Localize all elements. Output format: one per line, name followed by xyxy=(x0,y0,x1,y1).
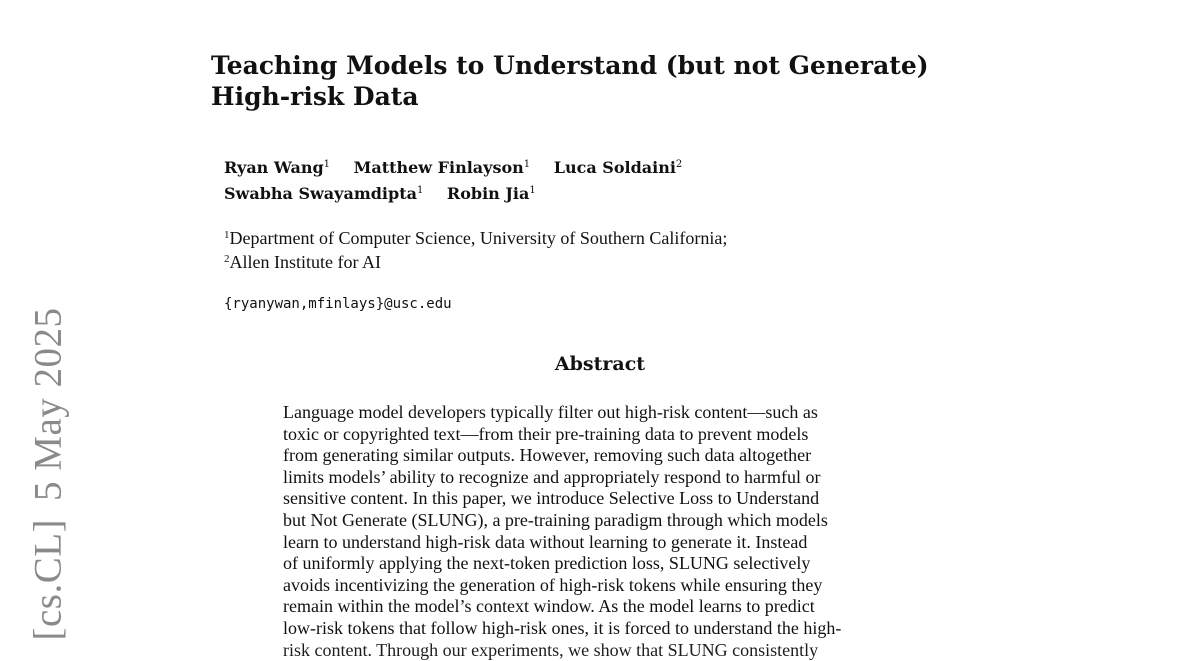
affiliation xyxy=(224,250,727,274)
author-affiliation-mark: 2 xyxy=(675,159,683,170)
author-name: Swabha Swayamdipta xyxy=(224,184,417,203)
author-name: Ryan Wang xyxy=(224,158,324,177)
abstract-line: toxic or copyrighted text—from their pre-training data to prevent models xyxy=(283,423,809,444)
abstract-line: limits models’ ability to recognize and appropriately respond to harmful or xyxy=(283,466,821,487)
author xyxy=(447,184,536,203)
abstract-line: sensitive content. In this paper, we introduce Selective Loss to Understand xyxy=(283,488,820,509)
author-line-1 xyxy=(224,155,700,181)
affiliation-list xyxy=(224,226,727,274)
affiliation-text: Allen Institute for AI xyxy=(229,252,381,272)
author-affiliation-mark: 1 xyxy=(523,159,531,170)
abstract-line: learn to understand high-risk data without learning to generate it. Instead xyxy=(283,531,808,552)
abstract-line: low-risk tokens that follow high-risk ones, it is forced to understand the high- xyxy=(283,617,842,638)
author xyxy=(224,184,423,203)
abstract-line: risk content. Through our experiments, we show that SLUNG consistently xyxy=(283,639,819,660)
arxiv-date: 5 May 2025 xyxy=(26,307,70,501)
paper-title xyxy=(211,50,931,112)
abstract-line: avoids incentivizing the generation of high-risk tokens while ensuring they xyxy=(283,574,823,595)
paper-title-line-1: Teaching Models to Understand (but not Generate) xyxy=(211,51,929,80)
abstract-line: of uniformly applying the next-token prediction loss, SLUNG selectively xyxy=(283,553,811,574)
affiliation-text: Department of Computer Science, University of Southern California; xyxy=(229,228,728,248)
author-affiliation-mark: 1 xyxy=(323,159,331,170)
author xyxy=(354,158,531,177)
contact-email: {ryanywan,mfinlays}@usc.edu xyxy=(224,296,452,312)
affiliation xyxy=(224,226,727,250)
abstract-heading: Abstract xyxy=(554,353,646,375)
author-name: Robin Jia xyxy=(446,184,530,203)
abstract-line: from generating similar outputs. However, removing such data altogether xyxy=(283,445,812,466)
affiliation-number: 2 xyxy=(224,253,230,265)
author-list xyxy=(224,155,700,207)
affiliation-number: 1 xyxy=(224,229,230,241)
abstract-line: remain within the model’s context window. As the model learns to predict xyxy=(283,596,815,617)
author xyxy=(554,158,683,177)
abstract-body xyxy=(283,402,919,661)
author-line-2 xyxy=(224,181,700,207)
abstract-line: but Not Generate (SLUNG), a pre-training paradigm through which models xyxy=(283,509,828,530)
arxiv-category: [cs.CL] xyxy=(26,518,70,641)
author-name: Matthew Finlayson xyxy=(353,158,524,177)
author-name: Luca Soldaini xyxy=(553,158,676,177)
paper-title-line-2: High-risk Data xyxy=(211,82,419,111)
abstract-line: Language model developers typically filter out high-risk content—such as xyxy=(283,402,818,422)
author-affiliation-mark: 1 xyxy=(416,185,424,196)
author-affiliation-mark: 1 xyxy=(529,185,536,196)
author xyxy=(224,158,330,177)
